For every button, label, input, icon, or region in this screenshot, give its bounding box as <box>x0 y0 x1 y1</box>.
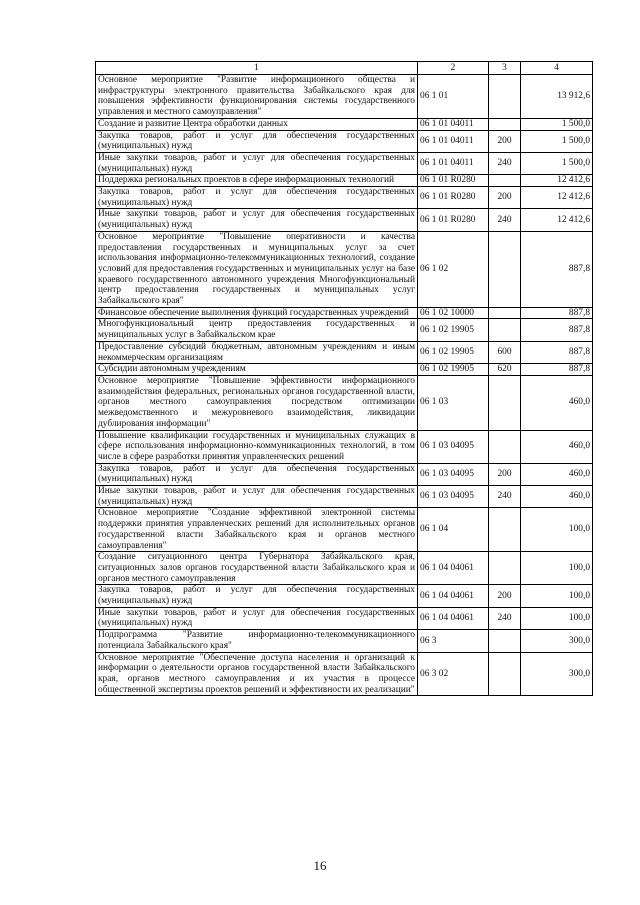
row-name-cell: Иные закупки товаров, работ и услуг для обеспечения государственных (муниципальных) нужд <box>96 486 418 508</box>
row-name-cell: Закупка товаров, работ и услуг для обеспечения государственных (муниципальных) нужд <box>96 130 418 152</box>
row-sum-cell: 1 500,0 <box>521 152 593 174</box>
row-code-cell: 06 1 01 R0280 <box>418 187 489 209</box>
row-sum-cell: 300,0 <box>521 630 593 652</box>
row-name-cell: Закупка товаров, работ и услуг для обеспечения государственных (муниципальных) нужд <box>96 585 418 607</box>
row-sum-cell: 300,0 <box>521 652 593 696</box>
row-sum-cell: 460,0 <box>521 486 593 508</box>
row-code-cell: 06 1 01 04011 <box>418 130 489 152</box>
table-row <box>96 118 593 130</box>
table-row <box>96 319 593 341</box>
header-cell-code: 2 <box>418 62 489 75</box>
row-name-cell: Основное мероприятие "Создание эффективной электронной системы поддержки принятия управленческих решений для исполнительных органов государственной власти Забайкальского края и органов местного самоуправления" <box>96 508 418 552</box>
table-row <box>96 130 593 152</box>
row-sum-cell: 887,8 <box>521 231 593 307</box>
row-expense-type-cell <box>489 118 521 130</box>
row-name-cell: Основное мероприятие "Повышение эффективности информационного взаимодействия федеральных, региональных органов государственной власти, органов местного самоуправления посредством оптимизации межведомственного и межуровневого взаимодействия, ликвидации дублирования информации" <box>96 375 418 430</box>
row-expense-type-cell: 200 <box>489 130 521 152</box>
row-sum-cell: 887,8 <box>521 319 593 341</box>
row-expense-type-cell <box>489 508 521 552</box>
row-expense-type-cell <box>489 75 521 119</box>
row-sum-cell: 12 412,6 <box>521 187 593 209</box>
row-expense-type-cell: 200 <box>489 463 521 485</box>
row-name-cell: Субсидии автономным учреждениям <box>96 364 418 376</box>
row-sum-cell: 460,0 <box>521 375 593 430</box>
row-code-cell: 06 1 03 04095 <box>418 430 489 463</box>
row-expense-type-cell: 200 <box>489 585 521 607</box>
table-row <box>96 652 593 696</box>
row-expense-type-cell: 620 <box>489 364 521 376</box>
row-sum-cell: 1 500,0 <box>521 118 593 130</box>
row-expense-type-cell: 240 <box>489 152 521 174</box>
row-expense-type-cell <box>489 630 521 652</box>
row-code-cell: 06 1 01 04011 <box>418 118 489 130</box>
row-code-cell: 06 1 02 <box>418 231 489 307</box>
row-sum-cell: 1 500,0 <box>521 130 593 152</box>
row-name-cell: Основное мероприятие "Развитие информационного общества и инфраструктуры электронного правительства Забайкальского края для повышения эффективности функционирования системы государственного управления и местного самоуправления" <box>96 75 418 119</box>
row-sum-cell: 12 412,6 <box>521 175 593 187</box>
row-code-cell: 06 1 04 <box>418 508 489 552</box>
row-expense-type-cell <box>489 375 521 430</box>
row-sum-cell: 100,0 <box>521 607 593 629</box>
row-expense-type-cell: 240 <box>489 607 521 629</box>
row-expense-type-cell: 600 <box>489 341 521 363</box>
table-row <box>96 607 593 629</box>
row-expense-type-cell <box>489 430 521 463</box>
row-code-cell: 06 1 02 19905 <box>418 341 489 363</box>
row-expense-type-cell <box>489 319 521 341</box>
row-code-cell: 06 1 04 04061 <box>418 585 489 607</box>
row-expense-type-cell: 200 <box>489 187 521 209</box>
row-name-cell: Многофункциональный центр предоставления государственных и муниципальных услуг в Забайкальском крае <box>96 319 418 341</box>
row-name-cell: Иные закупки товаров, работ и услуг для обеспечения государственных (муниципальных) нужд <box>96 209 418 231</box>
header-cell-name: 1 <box>96 62 418 75</box>
row-code-cell: 06 1 03 04095 <box>418 486 489 508</box>
table-row <box>96 175 593 187</box>
table-row <box>96 552 593 585</box>
row-code-cell: 06 3 <box>418 630 489 652</box>
row-name-cell: Закупка товаров, работ и услуг для обеспечения государственных (муниципальных) нужд <box>96 463 418 485</box>
table-row <box>96 209 593 231</box>
header-cell-sum: 4 <box>521 62 593 75</box>
row-code-cell: 06 1 02 10000 <box>418 307 489 319</box>
table-row <box>96 430 593 463</box>
row-code-cell: 06 1 03 04095 <box>418 463 489 485</box>
row-name-cell: Поддержка региональных проектов в сфере информационных технологий <box>96 175 418 187</box>
row-sum-cell: 100,0 <box>521 508 593 552</box>
row-code-cell: 06 1 01 R0280 <box>418 209 489 231</box>
row-code-cell: 06 1 01 R0280 <box>418 175 489 187</box>
row-expense-type-cell: 240 <box>489 486 521 508</box>
row-code-cell: 06 1 04 04061 <box>418 607 489 629</box>
table-row <box>96 341 593 363</box>
row-code-cell: 06 3 02 <box>418 652 489 696</box>
row-code-cell: 06 1 04 04061 <box>418 552 489 585</box>
row-expense-type-cell <box>489 231 521 307</box>
table-row <box>96 231 593 307</box>
table-row <box>96 486 593 508</box>
row-code-cell: 06 1 01 04011 <box>418 152 489 174</box>
row-name-cell: Иные закупки товаров, работ и услуг для обеспечения государственных (муниципальных) нужд <box>96 607 418 629</box>
page-number: 16 <box>313 858 327 873</box>
table-row <box>96 75 593 119</box>
row-sum-cell: 100,0 <box>521 552 593 585</box>
row-sum-cell: 887,8 <box>521 307 593 319</box>
row-name-cell: Закупка товаров, работ и услуг для обеспечения государственных (муниципальных) нужд <box>96 187 418 209</box>
table-row <box>96 364 593 376</box>
row-expense-type-cell: 240 <box>489 209 521 231</box>
row-sum-cell: 460,0 <box>521 430 593 463</box>
row-sum-cell: 460,0 <box>521 463 593 485</box>
row-expense-type-cell <box>489 552 521 585</box>
row-name-cell: Предоставление субсидий бюджетным, автономным учреждениям и иным некоммерческим организациям <box>96 341 418 363</box>
row-sum-cell: 100,0 <box>521 585 593 607</box>
table-body <box>96 75 593 696</box>
row-name-cell: Повышение квалификации государственных и муниципальных служащих в сфере использования информационно-коммуникационных технологий, в том числе в сфере разработки принятия управленческих решений <box>96 430 418 463</box>
row-name-cell: Основное мероприятие "Обеспечение доступа населения и организаций к информации о деятельности органов государственной власти Забайкальского края, органов местного самоуправления и их участия в процессе общественной экспертизы проектов решений и эффективности их реализации" <box>96 652 418 696</box>
budget-table <box>95 61 593 696</box>
row-name-cell: Основное мероприятие "Повышение оперативности и качества предоставления государственных и муниципальных услуг за счет использования информационно-телекоммуникационных технологий, создание условий для предоставления государственных и муниципальных услуг на базе краевого государственного автономного учреждения Многофункциональный центр предоставления государственных и муниципальных услуг Забайкальского края" <box>96 231 418 307</box>
table-header-row <box>96 62 593 75</box>
table-row <box>96 463 593 485</box>
table-row <box>96 585 593 607</box>
row-sum-cell: 887,8 <box>521 341 593 363</box>
row-expense-type-cell <box>489 652 521 696</box>
row-sum-cell: 13 912,6 <box>521 75 593 119</box>
row-code-cell: 06 1 03 <box>418 375 489 430</box>
row-name-cell: Иные закупки товаров, работ и услуг для обеспечения государственных (муниципальных) нужд <box>96 152 418 174</box>
table-row <box>96 307 593 319</box>
row-name-cell: Финансовое обеспечение выполнения функций государственных учреждений <box>96 307 418 319</box>
row-sum-cell: 887,8 <box>521 364 593 376</box>
table-row <box>96 508 593 552</box>
row-code-cell: 06 1 01 <box>418 75 489 119</box>
row-name-cell: Создание и развитие Центра обработки данных <box>96 118 418 130</box>
table-row <box>96 187 593 209</box>
row-code-cell: 06 1 02 19905 <box>418 319 489 341</box>
table-row <box>96 630 593 652</box>
table-row <box>96 152 593 174</box>
row-expense-type-cell <box>489 175 521 187</box>
row-expense-type-cell <box>489 307 521 319</box>
header-cell-expense-type: 3 <box>489 62 521 75</box>
row-name-cell: Подпрограмма "Развитие информационно-телекоммуникационного потенциала Забайкальского края" <box>96 630 418 652</box>
table-row <box>96 375 593 430</box>
row-sum-cell: 12 412,6 <box>521 209 593 231</box>
row-code-cell: 06 1 02 19905 <box>418 364 489 376</box>
row-name-cell: Создание ситуационного центра Губернатора Забайкальского края, ситуационных залов органов государственной власти Забайкальского края и органов местного самоуправления <box>96 552 418 585</box>
